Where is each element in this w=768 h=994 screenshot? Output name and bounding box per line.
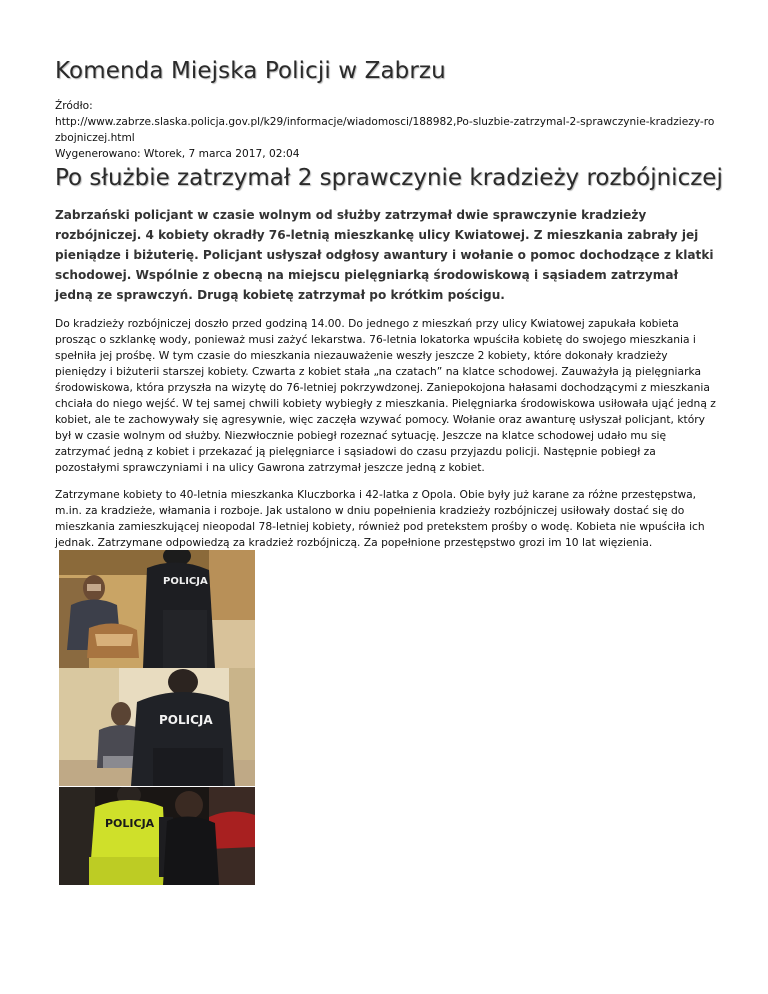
article-photo-1 [59, 550, 255, 668]
article-title: Po służbie zatrzymał 2 sprawczynie kradzieży rozbójniczej [55, 165, 723, 191]
article-paragraph: Zatrzymane kobiety to 40-letnia mieszkanka Kluczborka i 42-latka z Opola. Obie były już karane za różne przestępstwa, m.in. za kradzieże, włamania i rozboje. Jak ustalono w dniu popełnienia kradzieży rozbójniczej usiłowały dostać się do mieszkania zamieszkującej nieopodal 78-letniej kobiety, również pod pretekstem prośby o wodę. Kobieta nie wpuściła ich jednak. Zatrzymane odpowiedzą za kradzież rozbójniczą. Za popełnione przestępstwo grozi im 10 lat więzienia. [55, 488, 705, 549]
photo-1-label: POLICJA [163, 576, 208, 587]
site-title: Komenda Miejska Policji w Zabrzu [55, 58, 446, 84]
source-label: Źródło: [55, 100, 93, 112]
photo-3-label: POLICJA [105, 817, 155, 830]
source-meta [55, 98, 715, 162]
photo-2-label: POLICJA [159, 713, 213, 727]
article-photo-3 [59, 787, 255, 885]
article-lead: Zabrzański policjant w czasie wolnym od służby zatrzymał dwie sprawczynie kradzieży rozbójniczej. 4 kobiety okradły 76-letnią mieszkankę ulicy Kwiatowej. Z mieszkania zabrały jej pieniądze i biżuterię. Policjant usłyszał odgłosy awantury i wołanie o pomoc dochodzące z klatki schodowej. Wspólnie z obecną na miejscu pielęgniarką środowiskową i sąsiadem zatrzymał jedną ze sprawczyń. Drugą kobietę zatrzymał po krótkim pościgu. [55, 208, 714, 302]
generated-date: Wygenerowano: Wtorek, 7 marca 2017, 02:04 [55, 148, 300, 160]
source-url[interactable]: http://www.zabrze.slaska.policja.gov.pl/k29/informacje/wiadomosci/188982,Po-sluzbie-zatrzymal-2-sprawczynie-kradziezy-rozbojniczej.html [55, 116, 715, 144]
article-photo-2 [59, 668, 255, 786]
article-paragraph: Do kradzieży rozbójniczej doszło przed godziną 14.00. Do jednego z mieszkań przy ulicy Kwiatowej zapukała kobieta prosząc o szklankę wody, ponieważ musi zażyć lekarstwa. 76-letnia lokatorka wpuściła kobietę do swojego mieszkania i spełniła jej prośbę. W tym czasie do mieszkania niezauważenie weszły jeszcze 2 kobiety, które dokonały kradzieży pieniędzy i biżuterii starszej kobiety. Czwarta z kobiet stała „na czatach” na klatce schodowej. Zauważyła ją pielęgniarka środowiskowa, która przyszła na wizytę do 76-letniej pokrzywdzonej. Zaniepokojona hałasami dochodzącymi z mieszkania chciała do niego wejść. W tej samej chwili kobiety wybiegły z mieszkania. Pielęgniarka środowiskowa usiłowała ująć jedną z kobiet, ale te zachowywały się agresywnie, więc zaczęła wzywać pomocy. Wołanie oraz awanturę usłyszał policjant, który był w czasie wolnym od służby. Niezwłocznie pobiegł rozeznać sytuację. Jeszcze na klatce schodowej udało mu się zatrzymać jedną z kobiet i przekazać ją pielęgniarce i sąsiadowi do czasu przyjazdu policji. Następnie pobiegł za pozostałymi sprawczyniami i na ulicy Gawrona zatrzymał jeszcze jedną z kobiet. [55, 317, 716, 474]
